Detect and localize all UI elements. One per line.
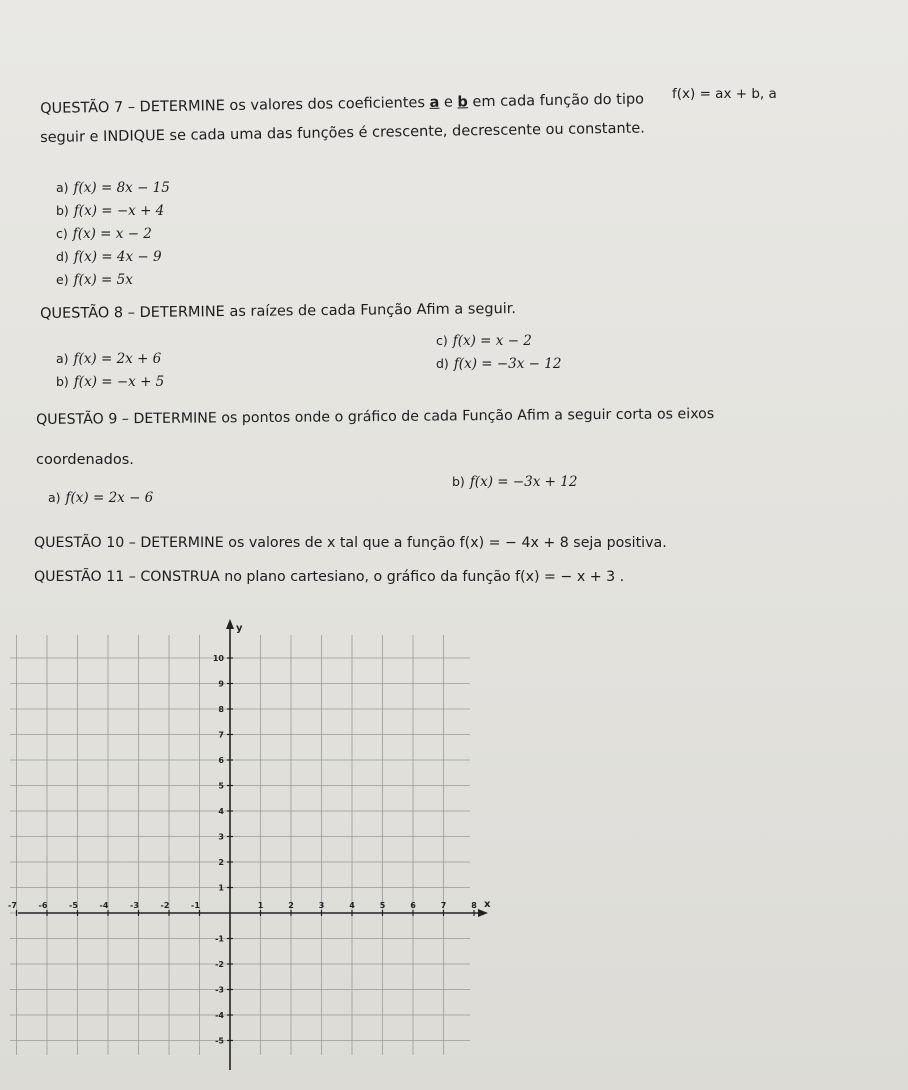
- q7-item-c: [56, 226, 152, 242]
- q9-item-b-label: b): [452, 474, 465, 489]
- y-tick-label: 9: [218, 679, 224, 689]
- q7-line1-start: QUESTÃO 7 – DETERMINE os valores dos coeficientes: [40, 94, 430, 117]
- y-tick-label: -1: [215, 934, 224, 944]
- q8-title: QUESTÃO 8 – DETERMINE as raízes de cada Função Afim a seguir.: [40, 301, 517, 322]
- y-tick-label: 10: [212, 654, 224, 663]
- y-tick-label: 7: [218, 730, 224, 740]
- q9-item-b: [452, 474, 577, 490]
- q8-item-d: [436, 356, 561, 372]
- q10-text: QUESTÃO 10 – DETERMINE os valores de x tal que a função f(x) = − 4x + 8 seja positiva.: [34, 535, 667, 551]
- x-tick-label: -4: [99, 901, 109, 910]
- x-tick-label: -1: [191, 901, 200, 910]
- plane-tick-labels: [8, 623, 491, 1046]
- q9-item-a: [48, 490, 153, 506]
- x-axis-arrow: [478, 909, 488, 917]
- x-tick-label: 6: [410, 901, 416, 910]
- y-axis-label: y: [236, 623, 243, 634]
- plane-grid: [10, 635, 470, 1055]
- q7-line1-end: em cada função do tipo: [467, 91, 645, 111]
- cartesian-plane[interactable]: [0, 615, 500, 1085]
- q9-item-a-expr: f(x) = 2x − 6: [65, 490, 154, 506]
- q8-item-d-label: d): [436, 356, 449, 371]
- q7-item-e: [56, 272, 133, 288]
- y-tick-label: -5: [215, 1036, 224, 1046]
- q8-item-a-expr: f(x) = 2x + 6: [73, 351, 162, 367]
- q8-item-b: [56, 374, 164, 390]
- q7-item-e-label: e): [56, 272, 69, 287]
- x-tick-label: 3: [318, 901, 325, 910]
- q7-coef-a: a: [429, 94, 440, 111]
- q9-line1: QUESTÃO 9 – DETERMINE os pontos onde o gráfico de cada Função Afim a seguir corta os eixos: [36, 406, 715, 428]
- q7-line2: seguir e INDIQUE se cada uma das funções é crescente, decrescente ou constante.: [40, 120, 645, 146]
- x-tick-label: -3: [130, 901, 139, 910]
- y-tick-label: 2: [218, 858, 224, 867]
- q7-item-d-expr: f(x) = 4x − 9: [73, 249, 162, 265]
- q9-item-b-expr: f(x) = −3x + 12: [469, 474, 578, 490]
- q8-item-c-expr: f(x) = x − 2: [452, 333, 532, 349]
- x-tick-label: 2: [288, 901, 294, 910]
- q7-line1: [40, 92, 644, 117]
- q8-item-c: [436, 333, 532, 349]
- y-tick-label: 6: [218, 756, 224, 765]
- q7-item-b-label: b): [56, 203, 69, 218]
- y-tick-label: 4: [218, 807, 224, 816]
- y-tick-label: -2: [215, 960, 224, 969]
- q7-line1-and: e: [439, 94, 458, 111]
- y-tick-label: 3: [218, 832, 224, 842]
- y-axis-arrow: [226, 619, 234, 629]
- q7-item-b: [56, 203, 164, 219]
- q7-item-c-label: c): [56, 226, 68, 241]
- x-tick-label: -2: [160, 901, 170, 910]
- q7-item-a: [56, 180, 170, 196]
- q7-item-b-expr: f(x) = −x + 4: [73, 203, 165, 219]
- x-tick-label: 4: [349, 901, 355, 910]
- q8-item-a-label: a): [56, 351, 69, 366]
- y-tick-label: 1: [218, 883, 224, 893]
- q8-item-c-label: c): [436, 333, 448, 348]
- x-tick-label: 1: [257, 901, 264, 910]
- q8-item-b-label: b): [56, 374, 69, 389]
- plane-axes: [17, 619, 489, 1070]
- x-tick-label: 7: [440, 901, 447, 910]
- q7-item-a-expr: f(x) = 8x − 15: [73, 180, 170, 196]
- y-tick-label: -4: [215, 1011, 224, 1020]
- q9-line2: coordenados.: [36, 452, 134, 468]
- q7-item-d-label: d): [56, 249, 69, 264]
- q8-item-b-expr: f(x) = −x + 5: [73, 374, 165, 390]
- x-tick-label: -5: [69, 901, 78, 910]
- q7-item-e-expr: f(x) = 5x: [73, 272, 133, 288]
- q9-item-a-label: a): [48, 490, 61, 505]
- x-tick-label: 5: [379, 901, 386, 910]
- x-tick-label: -6: [38, 901, 48, 910]
- x-axis-label: x: [484, 899, 491, 910]
- q8-item-a: [56, 351, 161, 367]
- q11-text: QUESTÃO 11 – CONSTRUA no plano cartesiano, o gráfico da função f(x) = − x + 3 .: [34, 569, 625, 585]
- q8-item-d-expr: f(x) = −3x − 12: [453, 356, 562, 372]
- q7-item-c-expr: f(x) = x − 2: [72, 226, 152, 242]
- y-tick-label: 5: [218, 781, 224, 791]
- q7-item-a-label: a): [56, 180, 69, 195]
- q7-coef-b: b: [457, 94, 469, 111]
- q7-formula: f(x) = ax + b, a: [672, 86, 777, 102]
- x-tick-label: -7: [8, 901, 17, 910]
- y-tick-label: 8: [218, 705, 224, 714]
- x-tick-label: 8: [471, 901, 477, 910]
- y-tick-label: -3: [215, 985, 224, 995]
- q7-item-d: [56, 249, 162, 265]
